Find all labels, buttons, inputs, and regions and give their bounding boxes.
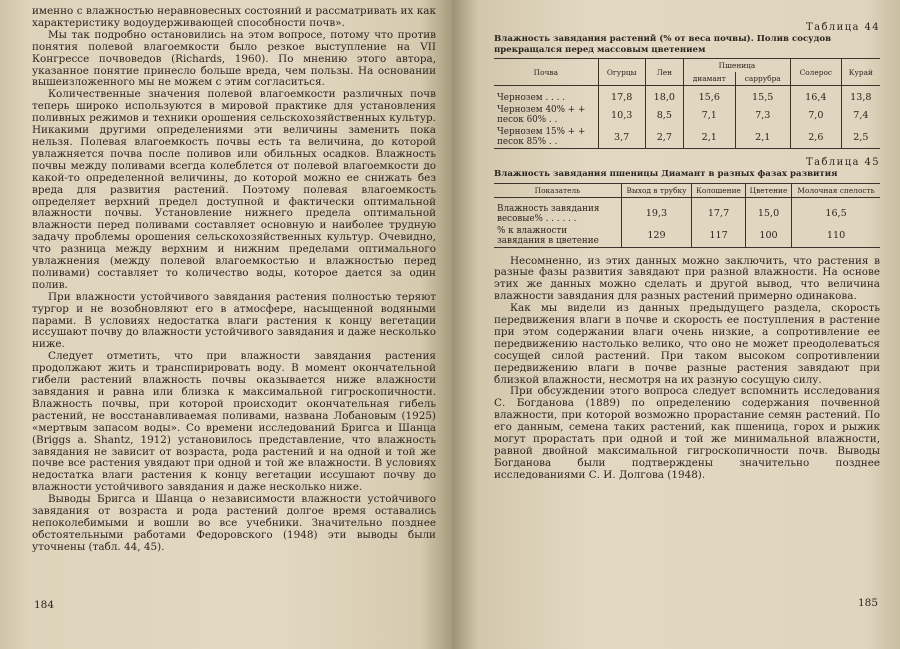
table-row — [494, 197, 880, 225]
col-header-milk-ripeness: Молочная спелость — [792, 183, 880, 197]
table-cell: 17,7 — [692, 197, 746, 225]
col-header-wheat: Пшеница — [684, 59, 791, 73]
col-header-indicator: Показатель — [494, 183, 621, 197]
table-cell: 19,3 — [621, 197, 691, 225]
col-header-diamant: диамант — [684, 72, 736, 86]
table-cell: 17,8 — [598, 86, 645, 105]
paragraph: Мы так подробно остановились на этом вопросе, потому что против понятия полевой влагоемкости было резкое выступление на VII Конгрессе почвоведов (Richards, 1960). По мнению этого автора, указанное понятие принесло больше вреда, чем пользы. На основании вышеизложенного мы не можем с этим согласиться. — [32, 28, 436, 89]
table-row — [494, 225, 880, 248]
row-label: Влажность завядания весовые% . . . . . . — [497, 203, 600, 224]
page-number: 184 — [34, 599, 55, 611]
col-header-cucumbers: Огурцы — [598, 59, 645, 86]
table-cell: 10,3 — [598, 104, 645, 126]
paragraph: При обсуждении этого вопроса следует вспомнить исследования С. Богданова (1889) по определению содержания почвенной влажности, при которой возможно прорастание семян растений. По его данным, семена таких растений, как пшеница, горох и рыжик могут прорастать при одной и той же минимальной влажности, равной двойной максимальной гигроскопичности почв. Выводы Богданова были подтверждены значительно позднее исследованиями С. И. Долгова (1948). — [494, 385, 880, 481]
table-row — [494, 126, 880, 149]
table-45 — [494, 183, 880, 248]
col-header-heading: Колошение — [692, 183, 746, 197]
table-45-label: Таблица 45 — [806, 157, 880, 168]
table-cell: 2,5 — [841, 126, 880, 149]
table-cell: 129 — [621, 225, 691, 248]
col-header-flax: Лен — [645, 59, 683, 86]
table-cell: 16,4 — [790, 86, 841, 105]
table-cell: 13,8 — [841, 86, 880, 105]
col-header-sarrubra: саррубра — [735, 72, 790, 86]
table-cell: 18,0 — [645, 86, 683, 105]
col-header-flowering: Цветение — [745, 183, 791, 197]
table-cell: 3,7 — [598, 126, 645, 149]
paragraph: именно с влажностью неравновесных состояний и рассматривать их как характеристику водоудерживающей способности почв». — [32, 5, 436, 29]
table-cell: 2,6 — [790, 126, 841, 149]
table-cell: 15,5 — [735, 86, 790, 105]
table-44-label: Таблица 44 — [806, 22, 880, 33]
table-cell: 2,1 — [735, 126, 790, 149]
right-page — [452, 0, 900, 649]
table-row — [494, 86, 880, 105]
paragraph: Количественные значения полевой влагоемкости различных почв теперь широко используются в мировой практике для установления поливных режимов и техники орошения сельскохозяйственных культур. Никакими другими определениями эти величины заменить пока нельзя. Полевая влагоемкость почвы есть та величина, до которой увлажняется почва после поливов или обильных осадков. Влажность почвы между поливами всегда колеблется от полевой влагоемкости до какой-то определенной величины, до которой можно ее снижать без вреда для развития растений. Поэтому полевая влагоемкость определяет верхний предел доступной и фактически оптимальной влажности почвы. Установление нижнего предела оптимальной влажности перед поливами составляет основную и наиболее трудную задачу проблемы орошения сельскохозяйственных культур. Очевидно, что разница между верхним и нижним пределами оптимального увлажнения (между полевой влагоемкостью и влажностью перед поливами) составляет то количество воды, которое дается за один полив. — [32, 88, 436, 291]
row-label: Чернозем 15% + + песок 85% . . — [494, 126, 598, 149]
table-cell: 7,4 — [841, 104, 880, 126]
col-header-soleros: Солерос — [790, 59, 841, 86]
table-cell: 16,5 — [792, 197, 880, 225]
table-cell: 7,1 — [684, 104, 736, 126]
paragraph: При влажности устойчивого завядания растения полностью теряют тургор и не возобновляют его в атмосфере, насыщенной водяными парами. В условиях недостатка влаги растения к концу вегетации иссушают почву до влажности устойчивого завядания и даже несколько ниже. — [32, 290, 436, 351]
row-label: Чернозем 40% + + песок 60% . . — [497, 105, 586, 125]
table-cell: 117 — [692, 225, 746, 248]
col-header-kurai: Курай — [841, 59, 880, 86]
row-label: Чернозем . . . . — [497, 92, 566, 103]
table-cell: 110 — [792, 225, 880, 248]
paragraph: Следует отметить, что при влажности завядания растения продолжают жить и транспирировать воду. В момент окончательной гибели растений влажность почвы оказывается ниже влажности завядания и равна или близка к максимальной гигроскопичности. Влажность почвы, при которой происходит окончательная гибель растений, не восстанавливаемая поливами, названа Лобановым (1925) «мертвым запасом воды». Со времени исследований Бригса и Шанца (Briggs a. Shantz, 1912) установилось представление, что влажность завядания не зависит от возраста, рода растений и на одной и той же почве все растения увядают при одной и той же влажности. В условиях недостатка влаги растения к концу вегетации иссушают почву до влажности устойчивого завядания и даже несколько ниже. — [32, 350, 436, 494]
col-header-soil: Почва — [494, 59, 598, 86]
table-cell: 8,5 — [645, 104, 683, 126]
table-cell: 15,0 — [745, 197, 791, 225]
table-cell: 7,3 — [735, 104, 790, 126]
table-44-caption: Влажность завядания растений (% от веса почвы). Полив сосудов прекращался перед массовым цветением — [494, 34, 832, 55]
table-row — [494, 104, 880, 126]
row-label: % к влажности завядания в цветение — [494, 225, 621, 248]
paragraph: Выводы Бригса и Шанца о независимости влажности устойчивого завядания от возраста и рода растений долгое время оставались непоколебимыми и вошли во все учебники. Значительно позднее обстоятельными работами Федоровского (1948) эти выводы были уточнены (табл. 44, 45). — [32, 493, 436, 553]
table-cell: 15,6 — [684, 86, 736, 105]
table-45-caption: Влажность завядания пшеницы Диамант в разных фазах развития — [494, 169, 838, 179]
table-cell: 2,1 — [684, 126, 736, 149]
col-header-booting: Выход в трубку — [621, 183, 691, 197]
table-cell: 7,0 — [790, 104, 841, 126]
table-44 — [494, 58, 880, 149]
table-cell: 2,7 — [645, 126, 683, 149]
page-number: 185 — [857, 597, 878, 609]
paragraph: Несомненно, из этих данных можно заключить, что растения в разные фазы развития завядают при разной влажности. На основе этих же данных можно сделать и другой вывод, что величина влажности завядания для разных растений примерно одинакова. — [494, 254, 880, 303]
paragraph: Как мы видели из данных предыдущего раздела, скорость передвижения влаги в почве и скорость ее поступления в растение при этом содержании влаги очень низкие, а сопротивление ее передвижению настолько велико, что оно не может преодолеваться сосущей силой растений. При таком высоком сопротивлении передвижению влаги в почве разные растения завядают при близкой влажности, несмотря на их разную сосущую силу. — [494, 302, 880, 386]
table-cell: 100 — [745, 225, 791, 248]
